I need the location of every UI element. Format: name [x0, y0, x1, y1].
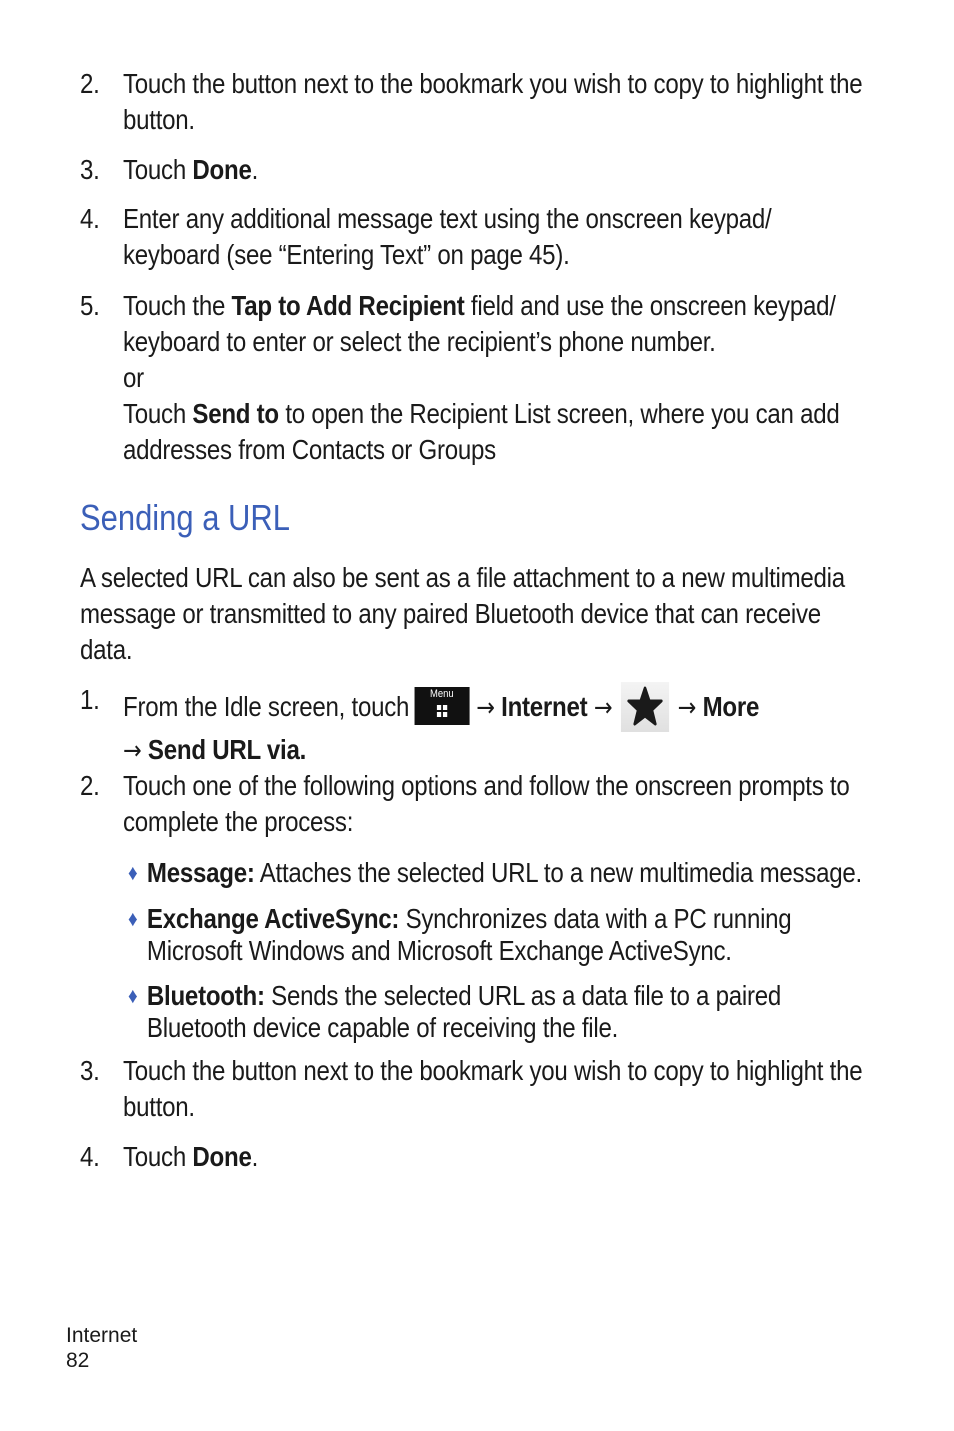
text-line: Touch one of the following options and follow the onscreen prompts to: [123, 770, 850, 801]
text-run: Touch: [123, 154, 193, 185]
text-line: button.: [123, 104, 195, 135]
text-line: [128, 978, 781, 1014]
item-text: [123, 201, 771, 273]
item-number: 2.: [80, 68, 100, 99]
item-text: [123, 1053, 862, 1125]
menu-key-icon: [414, 687, 469, 725]
item-number: 5.: [80, 290, 100, 321]
text-line: data.: [80, 634, 133, 665]
text-run: Sends the selected URL as a data file to a paired: [264, 980, 782, 1011]
text-line: A selected URL can also be sent as a file attachment to a new multimedia: [80, 562, 845, 593]
more-label: More: [702, 691, 760, 722]
text-run: to open the Recipient List screen, where you can add: [278, 398, 840, 429]
item-number: 4.: [80, 1141, 100, 1172]
diamond-bullet-icon: ♦: [128, 983, 138, 1008]
option-label: Message:: [146, 857, 255, 888]
arrow-right-icon: →: [677, 693, 697, 723]
item-text: [123, 152, 258, 188]
internet-label: Internet: [501, 691, 588, 722]
item-number: 1.: [80, 684, 100, 715]
text-line: Microsoft Windows and Microsoft Exchange ActiveSync.: [146, 935, 732, 966]
text-run: Synchronizes data with a PC running: [399, 903, 792, 934]
done-label: Done: [192, 1141, 252, 1172]
footer-section-name: Internet: [66, 1324, 138, 1347]
item-number: 3.: [80, 1055, 100, 1086]
text-run: Attaches the selected URL to a new multimedia message.: [254, 857, 862, 888]
menu-icon-label: Menu: [429, 688, 454, 700]
text-run: From the Idle screen, touch: [123, 691, 410, 722]
item-number: 3.: [80, 154, 100, 185]
option-label: Exchange ActiveSync:: [146, 903, 400, 934]
text-line: addresses from Contacts or Groups: [123, 434, 496, 465]
text-line: keyboard to enter or select the recipient’s phone number.: [123, 326, 716, 357]
tap-to-add-recipient-label: Tap to Add Recipient: [231, 290, 465, 321]
text-run: Touch the: [123, 290, 232, 321]
bullet-bluetooth: [128, 978, 781, 1046]
text-run: Touch: [123, 398, 193, 429]
text-line: button.: [123, 1091, 195, 1122]
arrow-right-icon: →: [593, 693, 613, 723]
intro-paragraph: [80, 560, 845, 668]
item-text: [123, 768, 849, 840]
page-footer: [66, 1323, 137, 1373]
text-line: message or transmitted to any paired Bluetooth device that can receive: [80, 598, 821, 629]
section-heading: Sending a URL: [80, 497, 290, 538]
item-number: 2.: [80, 770, 100, 801]
text-line: [123, 288, 839, 324]
text-line: complete the process:: [123, 806, 354, 837]
text-run: .: [251, 154, 259, 185]
option-label: Bluetooth:: [146, 980, 265, 1011]
text-line: [123, 732, 759, 769]
item-text: [123, 66, 862, 138]
item-number: 4.: [80, 203, 100, 234]
text-line: Touch the button next to the bookmark you wish to copy to highlight the: [123, 68, 863, 99]
item-text: [123, 682, 759, 769]
grid-icon: [437, 705, 447, 717]
text-line: [128, 901, 791, 937]
page-number: 82: [66, 1349, 90, 1372]
item-text: [123, 288, 839, 468]
text-line: Touch the button next to the bookmark you wish to copy to highlight the: [123, 1055, 863, 1086]
done-label: Done: [192, 154, 252, 185]
item-text: [123, 1139, 258, 1175]
bullet-exchange-activesync: [128, 901, 791, 969]
diamond-bullet-icon: ♦: [128, 860, 138, 885]
send-to-label: Send to: [192, 398, 279, 429]
arrow-right-icon: →: [123, 736, 142, 766]
text-line: Bluetooth device capable of receiving the file.: [146, 1012, 619, 1043]
arrow-right-icon: →: [476, 693, 495, 723]
text-line: [123, 682, 759, 732]
text-line: [128, 855, 862, 891]
star-icon: [621, 682, 669, 732]
text-line: [123, 396, 839, 432]
text-line: or: [123, 362, 144, 393]
text-line: Enter any additional message text using the onscreen keypad/: [123, 203, 772, 234]
diamond-bullet-icon: ♦: [128, 906, 138, 931]
send-url-via-label: Send URL via.: [147, 734, 307, 765]
bullet-message: [128, 855, 862, 891]
text-run: .: [251, 1141, 259, 1172]
text-run: field and use the onscreen keypad/: [464, 290, 836, 321]
text-line: keyboard (see “Entering Text” on page 45).: [123, 239, 570, 270]
text-run: Touch: [123, 1141, 193, 1172]
